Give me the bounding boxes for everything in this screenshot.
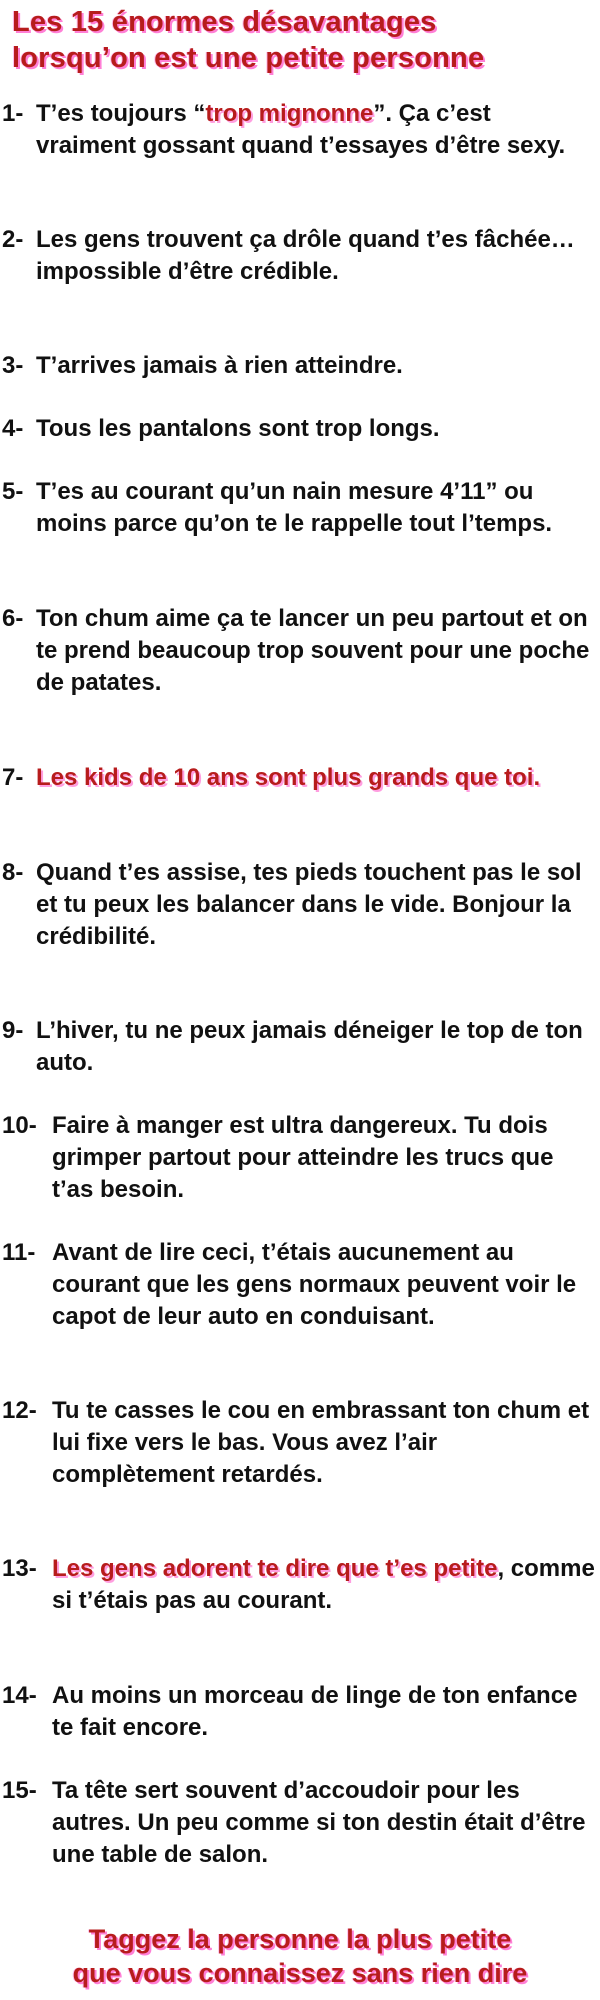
item-text: Avant de lire ceci, t’étais aucunement au courant que les gens normaux peuvent voir le capot de leur auto en conduisant. <box>52 1239 577 1330</box>
item-number: 11- <box>2 1239 36 1266</box>
item-text: L’hiver, tu ne peux jamais déneiger le top de ton auto. <box>36 1017 583 1076</box>
item-text: Les gens trouvent ça drôle quand t’es fâchée… impossible d’être crédible. <box>36 226 575 285</box>
item-text: Tous les pantalons sont trop longs. <box>36 415 440 442</box>
item-text: Quand t’es assise, tes pieds touchent pas le sol et tu peux les balancer dans le vide. Bonjour la crédibilité. <box>36 859 582 950</box>
item-text: Ton chum aime ça te lancer un peu partout et on te prend beaucoup trop souvent pour une poche de patates. <box>36 605 590 696</box>
item-number: 4- <box>2 415 24 442</box>
item-number: 13- <box>2 1555 37 1582</box>
title-line-1: Les 15 énormes désavantages <box>12 6 437 38</box>
item-number: 9- <box>2 1017 24 1044</box>
item-number: 6- <box>2 605 24 632</box>
item-text: T’arrives jamais à rien atteindre. <box>36 352 403 379</box>
item-text: Au moins un morceau de linge de ton enfance te fait encore. <box>52 1682 578 1741</box>
item-text: Les kids de 10 ans sont plus grands que toi. <box>36 764 541 791</box>
title-line-2: lorsqu’on est une petite personne <box>12 42 485 74</box>
call-to-action <box>0 1922 600 1990</box>
item-number: 3- <box>2 352 24 379</box>
footer-line-2: que vous connaissez sans rien dire <box>72 1958 528 1988</box>
item-text: Ta tête sert souvent d’accoudoir pour les autres. Un peu comme si ton destin était d’être une table de salon. <box>52 1777 586 1868</box>
ghost-artifact <box>190 200 194 218</box>
item-number: 15- <box>2 1777 37 1804</box>
item-text: Les gens adorent te dire que t’es petite, comme si t’étais pas au courant. <box>52 1555 595 1614</box>
item-number: 10- <box>2 1112 37 1139</box>
item-number: 14- <box>2 1682 37 1709</box>
item-text: Tu te casses le cou en embrassant ton chum et lui fixe vers le bas. Vous avez l’air complètement retardés. <box>52 1397 590 1488</box>
item-number: 5- <box>2 478 24 505</box>
item-number: 1- <box>2 100 24 127</box>
item-text: T’es au courant qu’un nain mesure 4’11” ou moins parce qu’on te le rappelle tout l’temps. <box>36 478 553 537</box>
item-number: 2- <box>2 226 24 253</box>
item-number: 8- <box>2 859 24 886</box>
item-number: 12- <box>2 1397 37 1424</box>
item-text: Faire à manger est ultra dangereux. Tu dois grimper partout pour atteindre les trucs que t’as besoin. <box>52 1112 554 1203</box>
page-title <box>12 4 592 76</box>
item-text: T’es toujours “trop mignonne”. Ça c’est vraiment gossant quand t’essayes d’être sexy. <box>36 100 566 159</box>
footer-line-1: Taggez la personne la plus petite <box>88 1924 512 1954</box>
item-number: 7- <box>2 764 24 791</box>
